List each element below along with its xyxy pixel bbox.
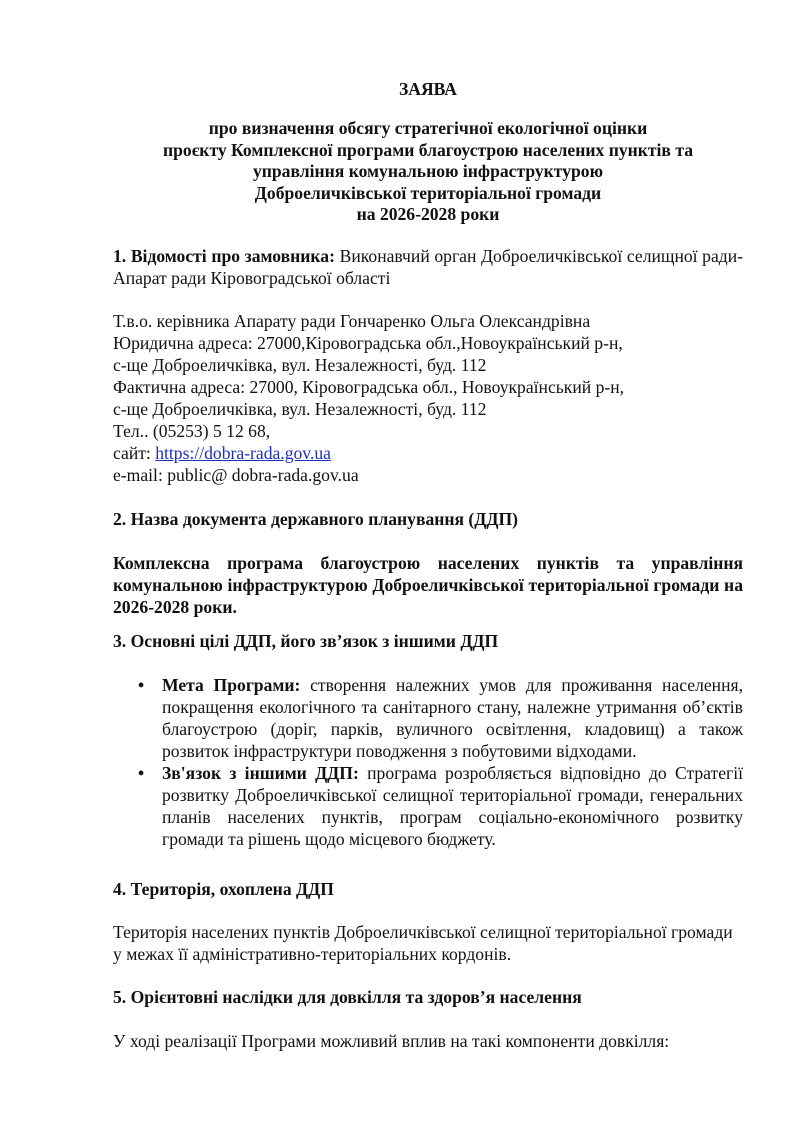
list-item [113,674,743,762]
email: e-mail: public@ dobra-rada.gov.ua [113,465,359,485]
actual-address-street: с-ще Доброеличківка, вул. Незалежності, буд. 112 [113,399,487,419]
bullet-text: програма розробляється відповідно до Стратегії розвитку Доброеличківської селищної територіальної громади, генеральних планів населених пунктів, програм соціально-економічного розвитку громади та рішень щодо місцевого бюджету. [162,763,744,849]
subtitle-line: Доброеличківської територіальної громади [254,182,602,203]
legal-address: Юридична адреса: 27000,Кіровоградська обл.,Новоукраїнський р-н, [113,333,623,353]
section-2-text: Комплексна програма благоустрою населених пунктів та управління комунальною інфраструктурою Доброеличківської територіальної громади на 2026-2028 роки. [113,553,743,617]
section-2-heading: 2. Назва документа державного планування (ДДП) [113,509,519,529]
document-subtitle [113,118,743,226]
website-label: сайт: [113,443,156,463]
bullet-label: Зв'язок з іншими ДДП: [162,763,359,783]
subtitle-line: управління комунальною інфраструктурою [252,161,604,181]
website-link[interactable]: https://dobra-rada.gov.ua [155,443,331,463]
section-1-text: Виконавчий орган Доброеличківської селищної ради-Апарат ради Кіровоградської області [113,246,744,288]
bullet-icon: • [138,675,145,695]
bullet-text: створення належних умов для проживання населення, покращення екологічного та санітарного стану, належне утримання об’єктів благоустрою (доріг, парків, вуличного освітлення, кладовищ) а також розвиток інфраструктури поводження з побутовими відходами. [162,675,743,761]
section-1-heading: 1. Відомості про замовника: [113,246,335,266]
section-5-text: У ході реалізації Програми можливий вплив на такі компоненти довкілля: [113,1031,670,1051]
goals-list [113,674,743,850]
bullet-icon: • [138,763,145,783]
section-4-heading: 4. Територія, охоплена ДДП [113,879,334,899]
section-5-heading: 5. Орієнтовні наслідки для довкілля та здоров’я населення [113,987,582,1007]
section-1-customer [113,245,743,289]
contact-details [113,310,743,486]
acting-head: Т.в.о. керівника Апарату ради Гончаренко Ольга Олександрівна [113,311,591,331]
list-item [113,762,743,850]
section-4-text: Територія населених пунктів Доброеличківської селищної територіальної громади у межах її адміністративно-територіальних кордонів. [113,922,733,964]
document-title: ЗАЯВА [398,79,458,99]
actual-address: Фактична адреса: 27000, Кіровоградська обл., Новоукраїнський р-н, [113,377,625,397]
subtitle-line: проєкту Комплексної програми благоустрою населених пунктів та [162,139,693,160]
bullet-label: Мета Програми: [162,675,301,695]
legal-address-street: с-ще Доброеличківка, вул. Незалежності, буд. 112 [113,355,487,375]
subtitle-line: на 2026-2028 роки [356,204,500,224]
website-line [113,442,743,464]
section-3-heading: 3. Основні цілі ДДП, його зв’язок з іншими ДДП [113,631,499,651]
phone: Тел.. (05253) 5 12 68, [113,421,271,441]
subtitle-line: про визначення обсягу стратегічної екологічної оцінки [208,118,648,138]
